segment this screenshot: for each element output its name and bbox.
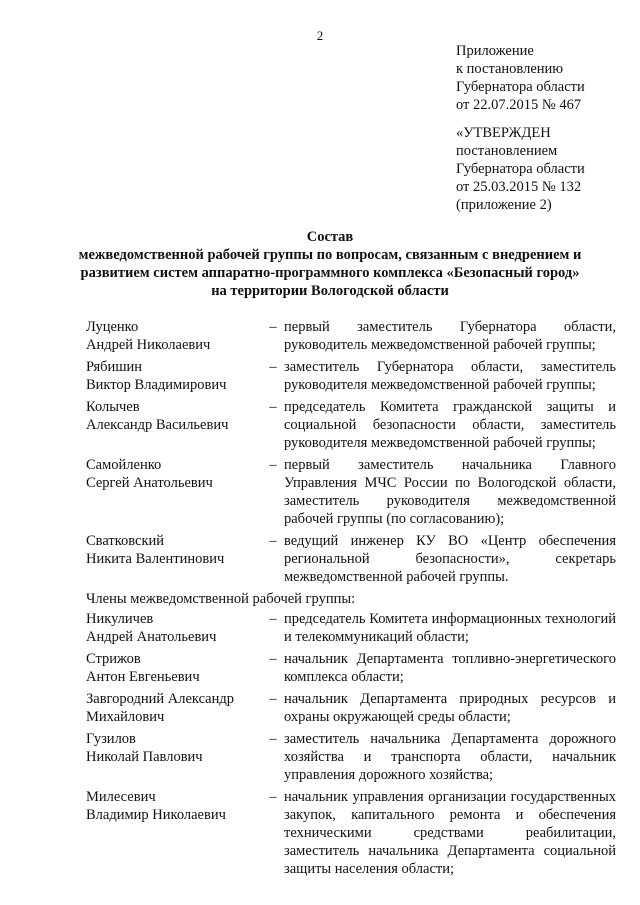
approval-line: (приложение 2) <box>456 197 552 213</box>
approval-line: постановлением <box>456 143 558 159</box>
member-given-name: Виктор Владимирович <box>86 377 227 393</box>
member-surname: Гузилов <box>86 731 136 747</box>
member-row <box>86 610 616 646</box>
member-row <box>86 318 616 354</box>
dash-separator: – <box>269 319 277 335</box>
dash-separator: – <box>269 731 277 747</box>
member-surname: Милесевич <box>86 789 156 805</box>
title-line: развитием систем аппаратно-программного комплекса «Безопасный город» <box>80 265 580 281</box>
member-role: председатель Комитета информационных технологий и телекоммуникаций области; <box>284 611 616 645</box>
member-role: первый заместитель Губернатора области, руководитель межведомственной рабочей группы; <box>284 319 616 353</box>
section-label: Члены межведомственной рабочей группы: <box>86 591 356 607</box>
member-given-name: Николай Павлович <box>86 749 203 765</box>
page-number: 2 <box>316 28 324 43</box>
dash-separator: – <box>269 611 277 627</box>
member-given-name: Андрей Анатольевич <box>86 629 217 645</box>
member-row <box>86 456 616 528</box>
member-surname: Сватковский <box>86 533 165 549</box>
member-given-name: Сергей Анатольевич <box>86 475 213 491</box>
member-given-name: Михайлович <box>86 709 165 725</box>
member-given-name: Антон Евгеньевич <box>86 669 200 685</box>
member-name <box>86 610 262 646</box>
member-name <box>86 730 262 784</box>
member-name <box>86 318 262 354</box>
dash-separator: – <box>269 651 277 667</box>
member-given-name: Владимир Николаевич <box>86 807 226 823</box>
member-role: заместитель Губернатора области, заместитель руководителя межведомственной рабочей группы; <box>284 359 616 393</box>
dash-separator: – <box>269 359 277 375</box>
approval-line: Губернатора области <box>456 161 585 177</box>
member-row <box>86 358 616 394</box>
member-given-name: Андрей Николаевич <box>86 337 211 353</box>
member-surname: Никуличев <box>86 611 154 627</box>
title-heading: Состав <box>306 229 354 245</box>
member-role: начальник Департамента природных ресурсов и охраны окружающей среды области; <box>284 691 616 725</box>
member-role: председатель Комитета гражданской защиты и социальной безопасности области, заместитель руководителя межведомственной рабочей группы; <box>284 399 616 451</box>
member-role: первый заместитель начальника Главного Управления МЧС России по Вологодской области, заместитель руководителя межведомственной рабочей группы (по согласованию); <box>284 457 616 527</box>
member-role: ведущий инженер КУ ВО «Центр обеспечения региональной безопасности», секретарь межведомственной рабочей группы. <box>284 533 616 585</box>
member-name <box>86 690 262 726</box>
member-given-name: Александр Васильевич <box>86 417 229 433</box>
title-line: межведомственной рабочей группы по вопросам, связанным с внедрением и <box>78 247 582 263</box>
member-row <box>86 532 616 586</box>
members-list <box>86 318 616 882</box>
appendix-line: Приложение <box>456 43 534 59</box>
approval-note <box>456 124 585 214</box>
member-name <box>86 650 262 686</box>
member-role: начальник управления организации государственных закупок, капитального ремонта и обеспечения техническими средствами реабилитации, заместитель начальника Департамента социальной защиты населения области; <box>284 789 616 877</box>
approval-line: от 25.03.2015 № 132 <box>456 179 582 195</box>
title-line: на территории Вологодской области <box>211 283 449 299</box>
document-title <box>60 228 600 300</box>
appendix-note <box>456 42 585 114</box>
dash-separator: – <box>269 399 277 415</box>
member-role: заместитель начальника Департамента дорожного хозяйства и транспорта области, начальник управления дорожного хозяйства; <box>284 731 616 783</box>
appendix-line: к постановлению <box>456 61 564 77</box>
dash-separator: – <box>269 789 277 805</box>
dash-separator: – <box>269 457 277 473</box>
member-surname: Самойленко <box>86 457 162 473</box>
member-surname: Луценко <box>86 319 139 335</box>
dash-separator: – <box>269 691 277 707</box>
appendix-line: Губернатора области <box>456 79 585 95</box>
member-surname: Колычев <box>86 399 140 415</box>
member-name <box>86 456 262 528</box>
member-surname: Стрижов <box>86 651 141 667</box>
member-row <box>86 730 616 784</box>
member-row <box>86 788 616 878</box>
appendix-line: от 22.07.2015 № 467 <box>456 97 582 113</box>
member-role: начальник Департамента топливно-энергетического комплекса области; <box>284 651 616 685</box>
member-name <box>86 398 262 452</box>
approval-line: «УТВЕРЖДЕН <box>456 125 551 141</box>
member-surname: Рябишин <box>86 359 143 375</box>
member-name <box>86 358 262 394</box>
member-row <box>86 690 616 726</box>
member-row <box>86 398 616 452</box>
dash-separator: – <box>269 533 277 549</box>
member-given-name: Никита Валентинович <box>86 551 225 567</box>
member-surname: Завгородний Александр <box>86 691 235 707</box>
member-name <box>86 788 262 878</box>
member-name <box>86 532 262 586</box>
member-row <box>86 650 616 686</box>
